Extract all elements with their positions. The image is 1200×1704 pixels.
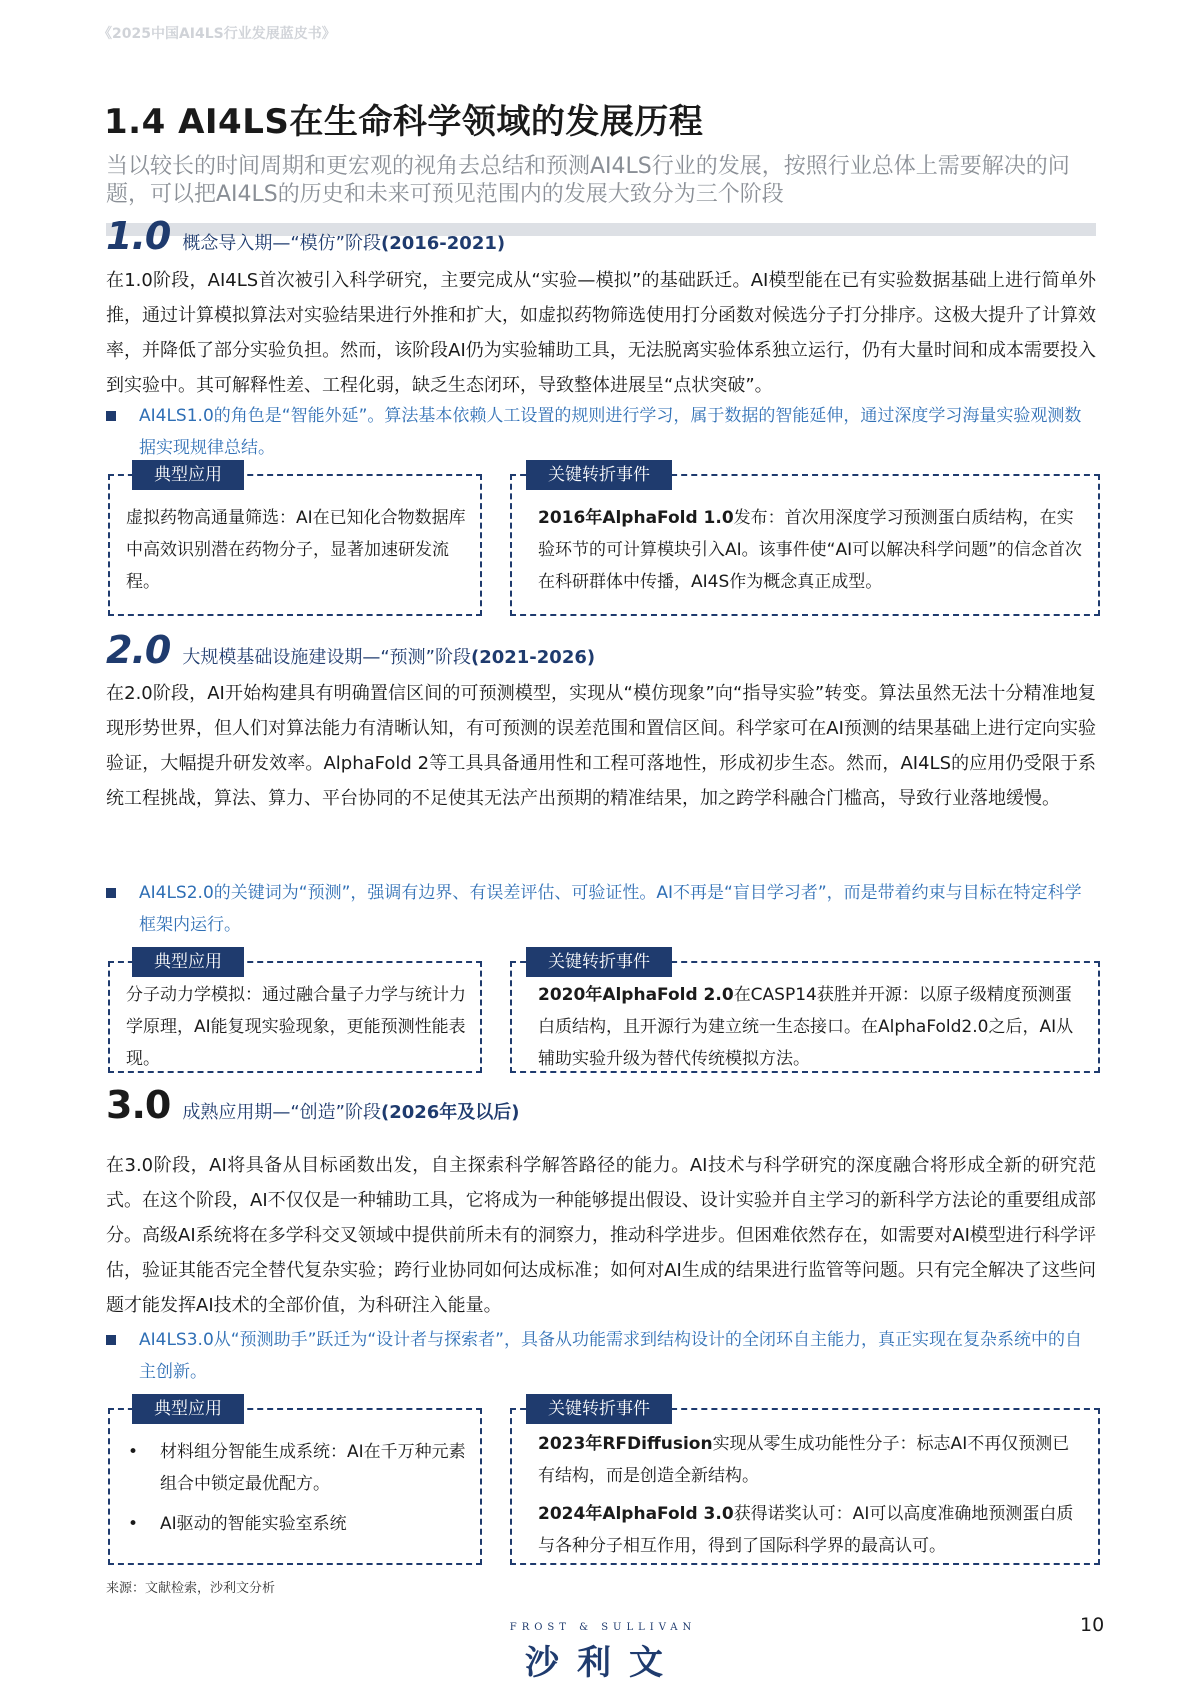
stage-3-bullet: AI4LS3.0从“预测助手”跃迁为“设计者与探索者”，具备从功能需求到结构设计的全闭环自主能力，真正实现在复杂系统中的自主创新。 [106,1324,1096,1388]
application-text: 虚拟药物高通量筛选：AI在已知化合物数据库中高效识别潜在药物分子，显著加速研发流程。 [126,508,466,592]
application-text: 分子动力学模拟：通过融合量子力学与统计力学原理，AI能复现实验现象，更能预测性能表现。 [126,985,466,1069]
report-header: 《2025中国AI4LS行业发展蓝皮书》 [98,26,336,42]
stage-2-number: 2.0 [106,628,171,672]
stage-2-application-box [108,952,482,1073]
stage-3-paragraph: 在3.0阶段，AI将具备从目标函数出发，自主探索科学解答路径的能力。AI技术与科学研究的深度融合将形成全新的研究范式。在这个阶段，AI不仅仅是一种辅助工具，它将成为一种能够提出假设、设计实验并自主学习的新科学方法论的重要组成部分。高级AI系统将在多学科交叉领域中提供前所未有的洞察力，推动科学进步。但困难依然存在，如需要对AI模型进行科学评估，验证其能否完全替代复杂实验；跨行业协同如何达成标准；如何对AI生成的结果进行监管等问题。只有完全解决了这些问题才能发挥AI技术的全部价值，为科研注入能量。 [106,1155,1096,1316]
stage-2-event-box [510,952,1100,1073]
event-list [512,1410,1098,1562]
stage-3-event-box [510,1399,1100,1565]
stage-1-application-box [108,465,482,616]
application-label: 典型应用 [132,1394,244,1424]
stage-1-heading [106,214,505,258]
bullet-square-icon [106,888,116,898]
event-label: 关键转折事件 [526,947,672,977]
stage-3-title: 成熟应用期—“创造”阶段(2026年及以后) [182,1102,520,1123]
event-item: 2023年RFDiffusion实现从零生成功能性分子：标志AI不再仅预测已有结构，而是创造全新结构。 [538,1434,1070,1486]
stage-1-bullet: AI4LS1.0的角色是“智能外延”。算法基本依赖人工设置的规则进行学习，属于数据的智能延伸，通过深度学习海量实验观测数据实现规律总结。 [106,400,1096,464]
source-note: 来源：文献检索，沙利文分析 [106,1581,276,1596]
page-title: 1.4 AI4LS在生命科学领域的发展历程 [104,102,704,142]
event-text: 2020年AlphaFold 2.0在CASP14获胜并开源：以原子级精度预测蛋白质结构，且开源行为建立统一生态接口。在AlphaFold2.0之后，AI从辅助实验升级为替代传统模拟方法。 [538,985,1074,1069]
stage-2-bullet: AI4LS2.0的关键词为“预测”，强调有边界、有误差评估、可验证性。AI不再是“盲目学习者”，而是带着约束与目标在特定科学框架内运行。 [106,877,1096,941]
event-text: 2016年AlphaFold 1.0发布：首次用深度学习预测蛋白质结构，在实验环节的可计算模块引入AI。该事件使“AI可以解决科学问题”的信念首次在科研群体中传播，AI4S作为概念真正成型。 [538,508,1082,592]
frost-sullivan-logo: FROST & SULLIVAN 沙利文 [509,1622,697,1683]
application-list [110,1410,480,1540]
bullet-square-icon [106,1335,116,1345]
stage-2-heading [106,628,595,672]
stage-3-number: 3.0 [106,1083,171,1127]
stage-1-number: 1.0 [106,214,171,258]
stage-2-paragraph: 在2.0阶段，AI开始构建具有明确置信区间的可预测模型，实现从“模仿现象”向“指导实验”转变。算法虽然无法十分精准地复现形势世界，但人们对算法能力有清晰认知，有可预测的误差范围和置信区间。科学家可在AI预测的结果基础上进行定向实验验证，大幅提升研发效率。AlphaFold 2等工具具备通用性和工程可落地性，形成初步生态。然而，AI4LS的应用仍受限于系统工程挑战，算法、算力、平台协同的不足使其无法产出预期的精准结果，加之跨学科融合门槛高，导致行业落地缓慢。 [106,683,1096,809]
page-subtitle: 当以较长的时间周期和更宏观的视角去总结和预测AI4LS行业的发展，按照行业总体上需要解决的问题，可以把AI4LS的历史和未来可预见范围内的发展大致分为三个阶段 [106,154,1070,207]
application-label: 典型应用 [132,460,244,490]
event-label: 关键转折事件 [526,460,672,490]
stage-3-heading [106,1083,520,1127]
application-label: 典型应用 [132,947,244,977]
application-item: • AI驱动的智能实验室系统 [128,1508,466,1540]
application-item: • 材料组分智能生成系统：AI在千万种元素组合中锁定最优配方。 [128,1436,466,1500]
stage-2-title: 大规模基础设施建设期—“预测”阶段(2021-2026) [182,647,596,668]
page-number: 10 [1080,1614,1105,1636]
stage-1-event-box [510,465,1100,616]
event-item: 2024年AlphaFold 3.0获得诺奖认可：AI可以高度准确地预测蛋白质与各种分子相互作用，得到了国际科学界的最高认可。 [538,1504,1074,1556]
stage-3-application-box [108,1399,482,1565]
bullet-square-icon [106,411,116,421]
event-label: 关键转折事件 [526,1394,672,1424]
stage-1-title: 概念导入期—“模仿”阶段(2016-2021) [182,233,506,254]
stage-1-paragraph: 在1.0阶段，AI4LS首次被引入科学研究，主要完成从“实验—模拟”的基础跃迁。AI模型能在已有实验数据基础上进行简单外推，通过计算模拟算法对实验结果进行外推和扩大，如虚拟药物筛选使用打分函数对候选分子打分排序。这极大提升了计算效率，并降低了部分实验负担。然而，该阶段AI仍为实验辅助工具，无法脱离实验体系独立运行，仍有大量时间和成本需要投入到实验中。其可解释性差、工程化弱，缺乏生态闭环，导致整体进展呈“点状突破”。 [106,270,1096,396]
